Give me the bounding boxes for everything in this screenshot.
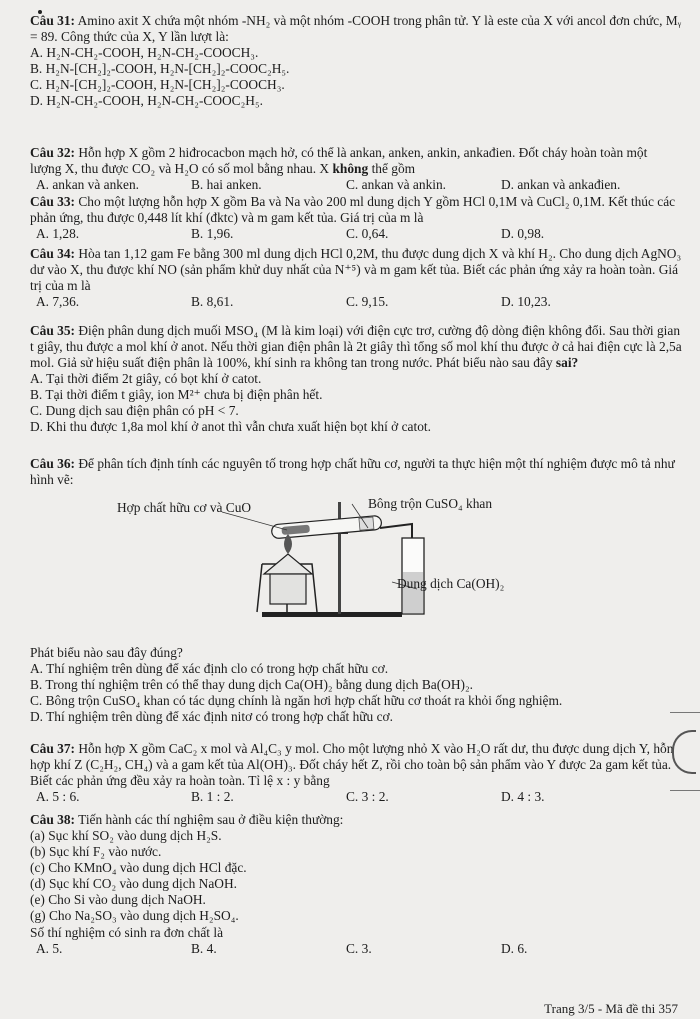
q36-text: Để phân tích định tính các nguyên tố trong hợp chất hữu cơ, người ta thực hiện một thí nghiệm được mô tả như hình vẽ: [30, 456, 675, 488]
question-36 [30, 456, 682, 488]
q38-question: Số thí nghiệm có sinh ra đơn chất là [30, 924, 224, 940]
q38-stem [30, 812, 682, 828]
q35-head: Câu 35: [30, 323, 76, 338]
q35-option-b: B. Tại thời điểm t giây, ion M²⁺ chưa bị điện phân hết. [30, 387, 323, 403]
q32-text1: Hỗn hợp X gồm 2 hiđrocacbon mạch hở, có thể là ankan, anken, ankin, ankađien. Đốt cháy hoàn toàn một lượng X, thu được CO₂ và H₂O có số mol bằng nhau. X [30, 145, 648, 177]
q37-option-d: D. 4 : 3. [501, 789, 545, 805]
q35-stem [30, 323, 682, 371]
q38-item-g: (g) Cho Na₂SO₃ vào dung dịch H₂SO₄. [30, 908, 239, 924]
q36-option-b: B. Trong thí nghiệm trên có thể thay dung dịch Ca(OH)₂ bằng dung dịch Ba(OH)₂. [30, 677, 473, 693]
q35-text: Điện phân dung dịch muối MSO₄ (M là kim loại) với điện cực trơ, cường độ dòng điện không đổi. Sau thời gian t giây, thu được a mol khí ở anot. Nếu thời gian điện phân là 2t giây thì tổng số mol khí thu được ở cả hai điện cực là 2,5a mol. Giả sử hiệu suất điện phân là 100%, khí sinh ra không tan trong nước. Phát biểu nào sau đây [30, 323, 682, 371]
q38-text: Tiến hành các thí nghiệm sau ở điều kiện thường: [78, 812, 344, 827]
margin-line-lower [670, 790, 700, 791]
q31-text: Amino axit X chứa một nhóm -NH₂ và một nhóm -COOH trong phân tử. Y là este của X với ancol đơn chức, Mᵧ = 89. Công thức của X, Y lần lượt là: [30, 13, 682, 45]
q37-stem [30, 741, 682, 789]
q38-option-a: A. 5. [36, 940, 63, 956]
q37-option-c: C. 3 : 2. [346, 789, 389, 805]
q38-item-a: (a) Sục khí SO₂ vào dung dịch H₂S. [30, 828, 222, 844]
q32-option-d: D. ankan và ankađien. [501, 177, 621, 193]
q36-option-c: C. Bông trộn CuSO₄ khan có tác dụng chính là ngăn hơi hợp chất hữu cơ thoát ra khỏi ống nghiệm. [30, 693, 563, 709]
question-34 [30, 246, 682, 310]
q34-option-c: C. 9,15. [346, 294, 389, 310]
q37-options [30, 789, 682, 805]
q35-option-d: D. Khi thu được 1,8a mol khí ở anot thì vẫn chưa xuất hiện bọt khí ở catot. [30, 419, 431, 435]
q37-option-b: B. 1 : 2. [191, 789, 234, 805]
q33-stem [30, 194, 682, 226]
q34-options [30, 294, 682, 310]
q37-text: Hỗn hợp X gồm CaC₂ x mol và Al₄C₃ y mol. Cho một lượng nhỏ X vào H₂O rất dư, thu được dung dịch Y, hỗn hợp khí Z (C₂H₂, CH₄) và a gam kết tủa Al(OH)₃. Đốt cháy hết Z, rồi cho toàn bộ sản phẩm vào Y được 2a gam kết tủa. Biết các phản ứng đều xảy ra hoàn toàn. Tỉ lệ x : y bằng [30, 741, 674, 789]
question-33 [30, 194, 682, 242]
q32-text2: thể gồm [371, 161, 416, 177]
label-organic-compound: Hợp chất hữu cơ và CuO [117, 500, 252, 515]
q32-bold: không [332, 161, 369, 177]
question-38 [30, 812, 682, 957]
q36-question: Phát biểu nào sau đây đúng? [30, 645, 183, 660]
q32-option-c: C. ankan và ankin. [346, 177, 447, 193]
q38-item-c: (c) Cho KMnO₄ vào dung dịch HCl đặc. [30, 860, 247, 876]
q32-options [30, 177, 682, 193]
q33-option-c: C. 0,64. [346, 226, 389, 242]
q31-head: Câu 31: [30, 13, 76, 28]
q34-option-b: B. 8,61. [191, 294, 234, 310]
q37-option-a: A. 5 : 6. [36, 789, 80, 805]
question-32 [30, 145, 682, 193]
question-35 [30, 323, 682, 436]
q38-options [30, 941, 682, 957]
q34-head: Câu 34: [30, 246, 76, 261]
q33-text: Cho một lượng hỗn hợp X gồm Ba và Na vào 200 ml dung dịch Y gồm HCl 0,1M và CuCl₂ 0,1M. Kết thúc các phản ứng, thu được 0,448 lít khí (đktc) và m gam kết tủa. Giá trị của m là [30, 194, 676, 226]
q36-head: Câu 36: [30, 456, 76, 471]
q36-option-a: A. Thí nghiệm trên dùng để xác định clo có trong hợp chất hữu cơ. [30, 661, 389, 677]
q34-text: Hòa tan 1,12 gam Fe bằng 300 ml dung dịch HCl 0,2M, thu được dung dịch X và khí H₂. Cho dung dịch AgNO₃ dư vào X, thu được khí NO (sản phẩm khử duy nhất của N⁺⁵) và m gam kết tủa. Biết các phản ứng xảy ra hoàn toàn. Giá trị của m là [30, 246, 682, 294]
label-cuso4: Bông trộn CuSO₄ khan [368, 496, 493, 511]
q38-option-b: B. 4. [191, 940, 217, 956]
q35-bold: sai [555, 355, 572, 371]
q32-option-a: A. ankan và anken. [36, 177, 139, 193]
q38-option-c: C. 3. [346, 940, 372, 956]
q38-item-d: (d) Sục khí CO₂ vào dung dịch NaOH. [30, 876, 237, 892]
q33-option-a: A. 1,28. [36, 226, 80, 242]
q35-end: ? [571, 355, 579, 371]
q38-option-d: D. 6. [501, 940, 528, 956]
question-37 [30, 741, 682, 805]
q31-option-a: A. H₂N-CH₂-COOH, H₂N-CH₂-COOCH₃. [30, 45, 259, 61]
q35-option-a: A. Tại thời điểm 2t giây, có bọt khí ở catot. [30, 371, 262, 387]
q35-option-c: C. Dung dịch sau điện phân có pH < 7. [30, 403, 239, 419]
q36-stem [30, 456, 682, 488]
q34-option-a: A. 7,36. [36, 294, 80, 310]
q37-head: Câu 37: [30, 741, 76, 756]
q38-item-b: (b) Sục khí F₂ vào nước. [30, 844, 162, 860]
q32-stem [30, 145, 682, 177]
q31-option-b: B. H₂N-[CH₂]₂-COOH, H₂N-[CH₂]₂-COOC₂H₅. [30, 61, 290, 77]
q32-head: Câu 32: [30, 145, 76, 160]
margin-line [670, 712, 700, 713]
q31-option-c: C. H₂N-[CH₂]₂-COOH, H₂N-[CH₂]₂-COOCH₃. [30, 77, 285, 93]
q31-option-d: D. H₂N-CH₂-COOH, H₂N-CH₂-COOC₂H₅. [30, 93, 263, 109]
q32-option-b: B. hai anken. [191, 177, 262, 193]
q38-head: Câu 38: [30, 812, 76, 827]
q33-options [30, 226, 682, 242]
q38-item-e: (e) Cho Si vào dung dịch NaOH. [30, 892, 206, 908]
q33-head: Câu 33: [30, 194, 76, 209]
q34-option-d: D. 10,23. [501, 294, 551, 310]
q31-stem [30, 13, 682, 45]
q36-option-d: D. Thí nghiệm trên dùng để xác định nitơ có trong hợp chất hữu cơ. [30, 709, 393, 725]
question-36-options [30, 645, 682, 725]
label-caoh2: Dung dịch Ca(OH)₂ [397, 576, 505, 591]
q33-option-d: D. 0,98. [501, 226, 545, 242]
q34-stem [30, 246, 682, 294]
page-footer: Trang 3/5 - Mã đề thi 357 [544, 1001, 678, 1017]
q33-option-b: B. 1,96. [191, 226, 234, 242]
question-31 [30, 13, 682, 109]
lamp-base [270, 574, 306, 604]
stand-base [262, 612, 402, 617]
